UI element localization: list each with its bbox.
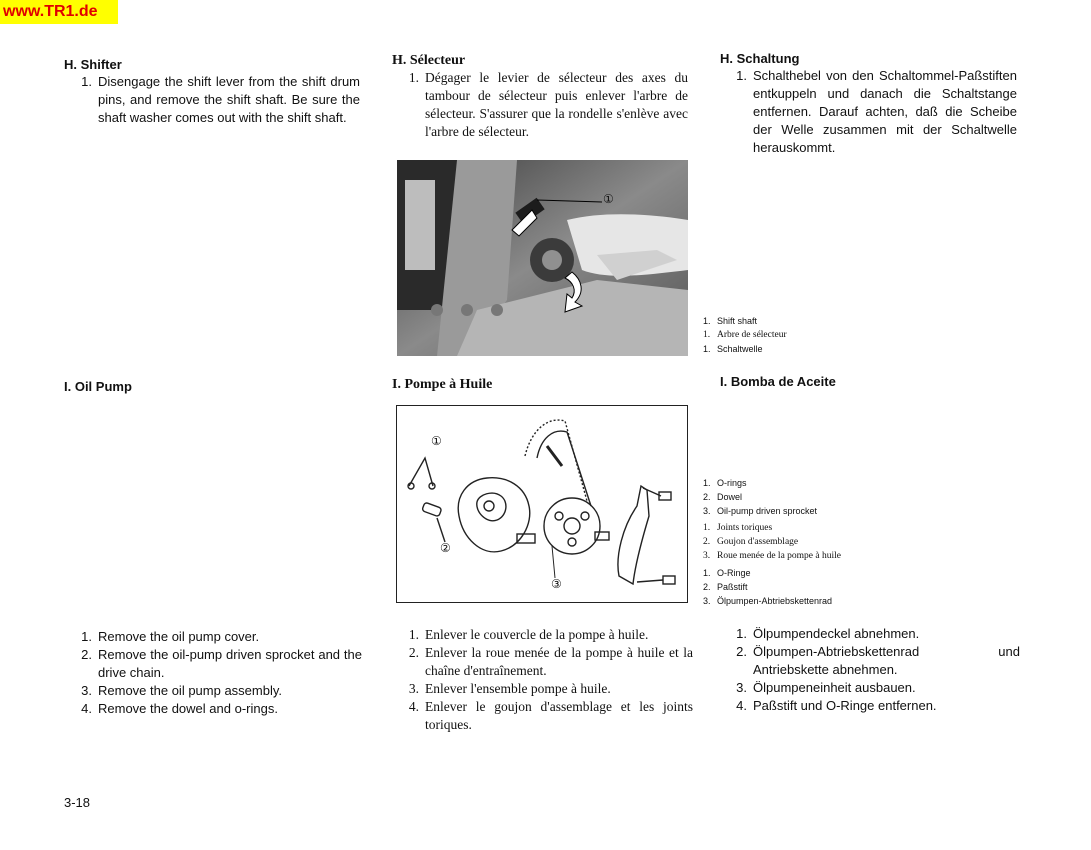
caption-line (703, 490, 903, 504)
step-number: 3. (736, 680, 747, 695)
diagram-callout-2: ② (440, 541, 451, 555)
page-number: 3-18 (64, 795, 91, 810)
caption-text: Ölpumpen-Abtriebskettenrad (717, 596, 833, 606)
pump-steps-en (70, 628, 362, 718)
step-number: 1. (408, 627, 419, 642)
step-text: Dégager le levier de sélecteur des axes du tambour de sélecteur puis enlever l'arbre de sélecteur. S'assurer que la rondelle s'enlève avec l'arbre de sélecteur. (425, 70, 688, 139)
step-number: 1. (81, 629, 92, 644)
step-number: 2. (408, 645, 419, 660)
caption-line (703, 549, 903, 563)
photo-caption (703, 314, 853, 356)
list-item (70, 628, 362, 646)
list-item (70, 682, 362, 700)
caption-fr (703, 328, 853, 342)
shifter-steps-fr (397, 69, 688, 141)
caption-en (703, 314, 853, 328)
caption-text: Dowel (717, 492, 743, 502)
caption-text: Roue menée de la pompe à huile (717, 551, 841, 561)
list-item (725, 643, 1020, 679)
step-text: Ölpumpen-Abtriebskettenrad und Antriebskette abnehmen. (753, 644, 1020, 677)
step-text: Ölpumpeneinheit ausbauen. (753, 680, 916, 695)
step-number: 3. (81, 683, 92, 698)
shifter-title-fr: H. Sélecteur (392, 53, 466, 68)
shift-shaft-photo (397, 160, 688, 356)
list-item (725, 625, 1020, 643)
caption-number: 2. (703, 582, 711, 592)
pump-steps-de (725, 625, 1020, 715)
step-text: Paßstift und O-Ringe entfernen. (753, 698, 937, 713)
caption-number: 1. (703, 568, 711, 578)
pump-title-fr: I. Pompe à Huile (392, 377, 493, 392)
step-number: 1. (81, 74, 92, 89)
caption-text: Goujon d'assemblage (717, 537, 799, 547)
step-text: Remove the oil pump assembly. (98, 683, 283, 698)
step-text: Ölpumpendeckel abnehmen. (753, 626, 920, 641)
step-number: 2. (736, 644, 747, 659)
shifter-steps-de (725, 67, 1017, 157)
caption-number: 1. (703, 478, 711, 488)
pump-steps-fr (397, 626, 693, 734)
caption-number: 3. (703, 506, 711, 516)
list-item (70, 646, 362, 682)
shifter-title-de: H. Schaltung (720, 51, 800, 66)
caption-text: Joints toriques (717, 523, 773, 533)
caption-number: 1. (703, 344, 711, 354)
list-item (70, 700, 362, 718)
step-text: Remove the oil pump cover. (98, 629, 260, 644)
step-text: Enlever l'ensemble pompe à huile. (425, 681, 611, 696)
step-text: Disengage the shift lever from the shift drum pins, and remove the shift shaft. Be sure the shaft washer comes out with the shift shaft. (98, 74, 360, 125)
step-text: Remove the oil-pump driven sprocket and the drive chain. (98, 647, 362, 680)
diagram-callout-1: ① (431, 434, 442, 448)
caption-line (703, 580, 903, 594)
step-text: Enlever le couvercle de la pompe à huile. (425, 627, 649, 642)
caption-text: Shift shaft (717, 316, 758, 326)
list-item (725, 67, 1017, 157)
diagram-caption (703, 476, 903, 608)
caption-line (703, 535, 903, 549)
watermark: www.TR1.de (0, 0, 118, 24)
step-number: 1. (408, 70, 419, 85)
caption-line (703, 504, 903, 518)
step-number: 2. (81, 647, 92, 662)
caption-number: 1. (703, 330, 711, 340)
step-number: 3. (408, 681, 419, 696)
diagram-callout-3: ③ (551, 577, 562, 591)
caption-fr-group (703, 521, 903, 563)
shifter-steps-en (70, 73, 360, 127)
photo-callout-1: ① (603, 192, 614, 206)
step-number: 4. (81, 701, 92, 716)
list-item (397, 680, 693, 698)
caption-number: 2. (703, 492, 711, 502)
caption-text: Paßstift (717, 582, 748, 592)
caption-line (703, 521, 903, 535)
step-text: Enlever le goujon d'assemblage et les joints toriques. (425, 699, 693, 732)
list-item (397, 644, 693, 680)
list-item (70, 73, 360, 127)
caption-text: Schaltwelle (717, 344, 763, 354)
list-item (397, 69, 688, 141)
list-item (397, 698, 693, 734)
step-number: 1. (736, 626, 747, 641)
caption-line (703, 594, 903, 608)
list-item (725, 679, 1020, 697)
caption-text: Arbre de sélecteur (717, 330, 787, 340)
step-text: Remove the dowel and o-rings. (98, 701, 278, 716)
step-number: 4. (408, 699, 419, 714)
step-number: 4. (736, 698, 747, 713)
list-item (397, 626, 693, 644)
pump-title-en: I. Oil Pump (64, 379, 132, 394)
step-text: Enlever la roue menée de la pompe à huile et la chaîne d'entraînement. (425, 645, 693, 678)
caption-line (703, 476, 903, 490)
engine-photo-illustration (397, 160, 688, 356)
caption-text: Oil-pump driven sprocket (717, 506, 818, 516)
caption-text: O-Ringe (717, 568, 751, 578)
caption-en-group (703, 476, 903, 518)
caption-de-group (703, 566, 903, 608)
caption-line (703, 566, 903, 580)
step-number: 1. (736, 68, 747, 83)
step-text: Schalthebel von den Schaltommel-Paßstiften entkuppeln und danach die Schaltstange entfernen. Darauf achten, daß die Scheibe der Welle zusammen mit der Schaltwelle herauskommt. (753, 68, 1017, 155)
caption-number: 2. (703, 537, 711, 547)
shifter-title-en: H. Shifter (64, 57, 122, 72)
caption-number: 1. (703, 316, 711, 326)
pump-title-de: I. Bomba de Aceite (720, 374, 836, 389)
caption-number: 3. (703, 596, 711, 606)
caption-number: 1. (703, 523, 711, 533)
caption-text: O-rings (717, 478, 747, 488)
caption-de (703, 342, 853, 356)
list-item (725, 697, 1020, 715)
caption-number: 3. (703, 551, 711, 561)
